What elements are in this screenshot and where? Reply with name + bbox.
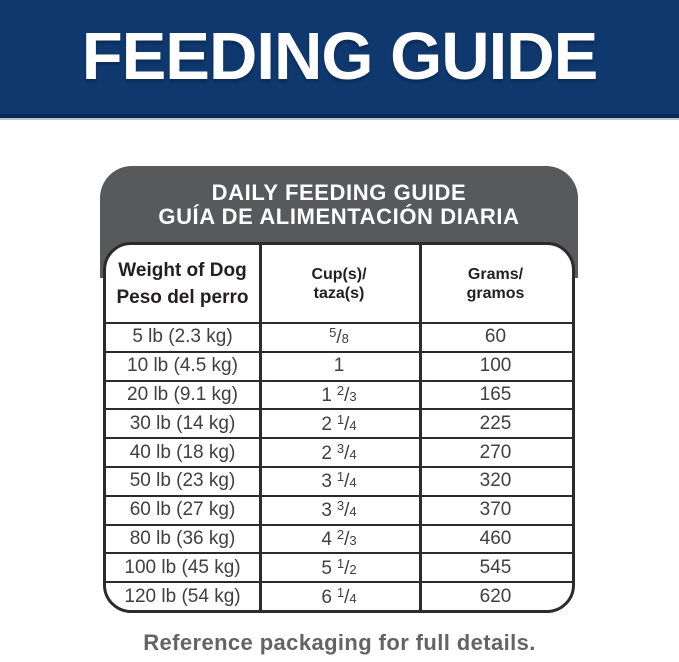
weight-cell: 10 lb (4.5 kg) bbox=[127, 355, 238, 377]
grams-cell: 60 bbox=[484, 326, 507, 348]
cups-cell: 1 $^2$/3 bbox=[321, 382, 357, 406]
table-row bbox=[106, 380, 572, 409]
table-row bbox=[106, 581, 572, 610]
grams-cell: 270 bbox=[479, 441, 512, 463]
weight-cell: 100 lb (45 kg) bbox=[124, 556, 241, 578]
grams-cell: 460 bbox=[479, 527, 512, 549]
grams-cell: 320 bbox=[479, 470, 512, 492]
grams-cell: 100 bbox=[479, 355, 512, 377]
column-header-grams bbox=[419, 265, 572, 303]
column-header-weight-en: Weight of Dog bbox=[118, 259, 247, 281]
table-row bbox=[106, 524, 572, 553]
weight-cell: 20 lb (9.1 kg) bbox=[127, 383, 238, 405]
column-header-grams-es: gramos bbox=[466, 284, 525, 302]
table-row bbox=[106, 552, 572, 581]
table-row bbox=[106, 495, 572, 524]
table-row bbox=[106, 322, 572, 351]
column-divider-2 bbox=[419, 245, 422, 610]
cups-cell: 6 $^1$/4 bbox=[321, 584, 357, 608]
weight-cell: 120 lb (54 kg) bbox=[124, 585, 241, 607]
weight-cell: 40 lb (18 kg) bbox=[129, 441, 236, 463]
feeding-table bbox=[103, 242, 575, 613]
table-row bbox=[106, 437, 572, 466]
column-header-cups-es: taza(s) bbox=[313, 284, 365, 302]
column-header-grams-en: Grams/ bbox=[467, 265, 524, 283]
grams-cell: 620 bbox=[479, 585, 512, 607]
table-row bbox=[106, 466, 572, 495]
daily-guide-title-en: DAILY FEEDING GUIDE bbox=[211, 180, 467, 205]
cups-cell: 3 $^1$/4 bbox=[321, 469, 357, 493]
cups-cell: 1 bbox=[333, 355, 345, 377]
cups-cell: 2 $^3$/4 bbox=[321, 440, 357, 464]
column-header-weight-es: Peso del perro bbox=[116, 286, 249, 308]
column-header-cups bbox=[259, 265, 419, 303]
banner-accent-line bbox=[0, 118, 679, 120]
daily-guide-title-es: GUÍA DE ALIMENTACIÓN DIARIA bbox=[158, 204, 520, 229]
weight-cell: 50 lb (23 kg) bbox=[129, 470, 236, 492]
banner-title: FEEDING GUIDE bbox=[81, 19, 598, 94]
weight-cell: 30 lb (14 kg) bbox=[129, 412, 236, 434]
cups-cell: 4 $^2$/3 bbox=[321, 526, 357, 550]
footer-note: Reference packaging for full details. bbox=[143, 630, 536, 655]
grams-cell: 225 bbox=[479, 412, 512, 434]
cups-cell: 2 $^1$/4 bbox=[321, 411, 357, 435]
column-divider-1 bbox=[259, 245, 262, 610]
weight-cell: 60 lb (27 kg) bbox=[129, 499, 236, 521]
grams-cell: 165 bbox=[479, 383, 512, 405]
cups-cell: $^5$/8 bbox=[329, 325, 349, 349]
cups-cell: 5 $^1$/2 bbox=[321, 555, 357, 579]
table-row bbox=[106, 351, 572, 380]
column-header-weight bbox=[106, 257, 259, 311]
column-header-cups-en: Cup(s)/ bbox=[311, 265, 367, 283]
cups-cell: 3 $^3$/4 bbox=[321, 498, 357, 522]
table-body bbox=[106, 322, 572, 610]
table-row bbox=[106, 408, 572, 437]
grams-cell: 545 bbox=[479, 556, 512, 578]
feeding-guide-banner bbox=[0, 0, 679, 118]
grams-cell: 370 bbox=[479, 499, 512, 521]
table-header-row bbox=[106, 245, 572, 322]
weight-cell: 80 lb (36 kg) bbox=[129, 527, 236, 549]
weight-cell: 5 lb (2.3 kg) bbox=[132, 326, 233, 348]
